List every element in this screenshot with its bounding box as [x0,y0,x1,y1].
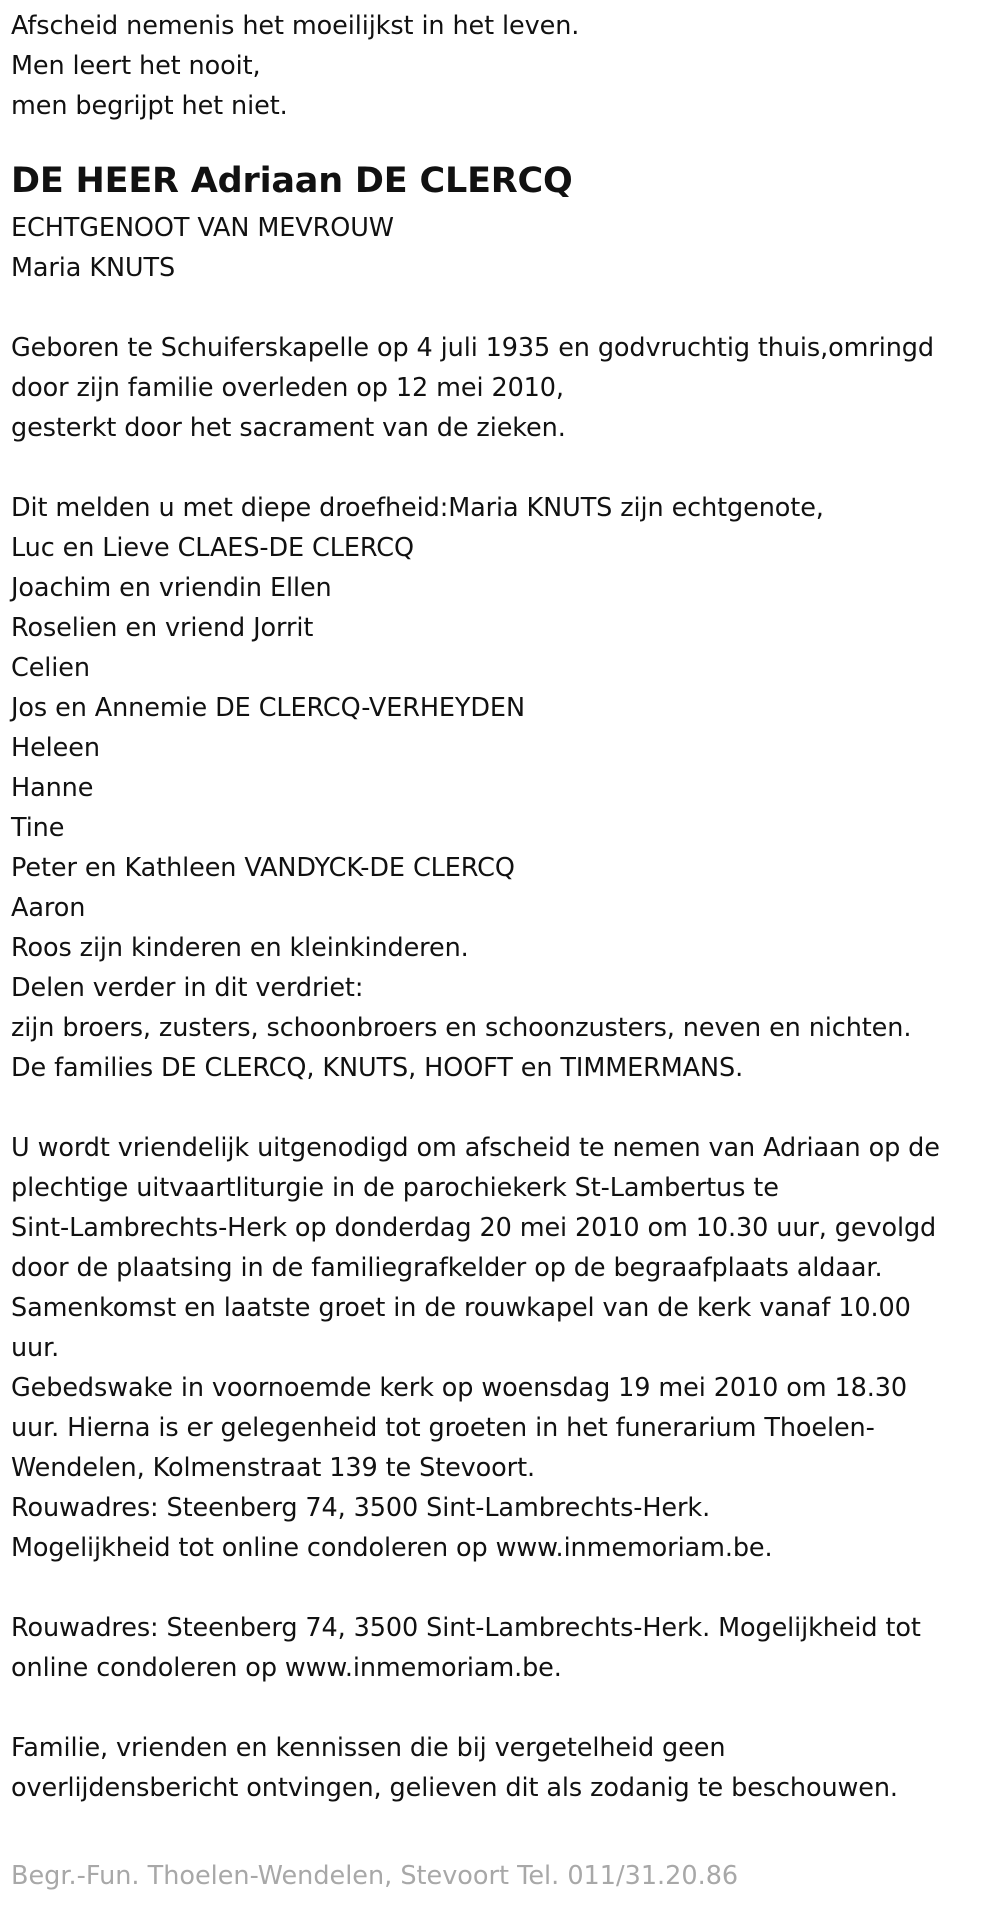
family-line: De families DE CLERCQ, KNUTS, HOOFT en TIMMERMANS. [11,1053,744,1083]
funeral-line: uur. Hierna is er gelegenheid tot groeten in het funerarium Thoelen- [11,1413,875,1443]
paragraph-gap [11,288,1000,328]
funeral-line: Samenkomst en laatste groet in de rouwkapel van de kerk vanaf 10.00 [11,1293,911,1323]
funeral-line: plechtige uitvaartliturgie in de parochiekerk St-Lambertus te [11,1173,779,1203]
family-line: Delen verder in dit verdriet: [11,973,364,1003]
family-line: Roos zijn kinderen en kleinkinderen. [11,933,469,963]
birth-death-line: Geboren te Schuiferskapelle op 4 juli 1935 en godvruchtig thuis,omringd [11,333,934,363]
family-line: Roselien en vriend Jorrit [11,613,314,643]
birth-death-line: door zijn familie overleden op 12 mei 2010, [11,373,564,403]
funeral-line: uur. [11,1333,60,1363]
funeral-home-footer: Begr.-Fun. Thoelen-Wendelen, Stevoort Tel. 011/31.20.86 [11,1861,739,1891]
address-line: online condoleren op www.inmemoriam.be. [11,1653,562,1683]
family-section [11,488,1000,1088]
family-line: zijn broers, zusters, schoonbroers en schoonzusters, neven en nichten. [11,1013,912,1043]
spouse-section [11,208,1000,288]
funeral-line: door de plaatsing in de familiegrafkelder op de begraafplaats aldaar. [11,1253,883,1283]
family-line: Hanne [11,773,94,803]
family-line: Luc en Lieve CLAES-DE CLERCQ [11,533,414,563]
paragraph-gap [11,1568,1000,1608]
notice-section [11,1728,1000,1808]
address-section [11,1608,1000,1688]
notice-line: Familie, vrienden en kennissen die bij vergetelheid geen [11,1733,726,1763]
address-line: Rouwadres: Steenberg 74, 3500 Sint-Lambrechts-Herk. Mogelijkheid tot [11,1613,921,1643]
family-line: Peter en Kathleen VANDYCK-DE CLERCQ [11,853,515,883]
family-line: Celien [11,653,90,683]
birth-death-line: gesterkt door het sacrament van de zieken. [11,413,566,443]
funeral-line: Sint-Lambrechts-Herk op donderdag 20 mei 2010 om 10.30 uur, gevolgd [11,1213,937,1243]
funeral-line: Gebedswake in voornoemde kerk op woensdag 19 mei 2010 om 18.30 [11,1373,907,1403]
funeral-line: Mogelijkheid tot online condoleren op www.inmemoriam.be. [11,1533,773,1563]
poem-line: Men leert het nooit, [11,51,261,81]
poem-section [11,6,1000,126]
family-line: Dit melden u met diepe droefheid:Maria KNUTS zijn echtgenote, [11,493,824,523]
birth-death-section [11,328,1000,448]
funeral-line: Wendelen, Kolmenstraat 139 te Stevoort. [11,1453,535,1483]
family-line: Aaron [11,893,86,923]
funeral-line: U wordt vriendelijk uitgenodigd om afscheid te nemen van Adriaan op de [11,1133,940,1163]
poem-line: men begrijpt het niet. [11,91,288,121]
notice-line: overlijdensbericht ontvingen, gelieven dit als zodanig te beschouwen. [11,1773,898,1803]
paragraph-gap [11,1088,1000,1128]
family-line: Tine [11,813,65,843]
spouse-line: ECHTGENOOT VAN MEVROUW [11,213,394,243]
poem-line: Afscheid nemenis het moeilijkst in het leven. [11,11,580,41]
funeral-section [11,1128,1000,1568]
family-line: Joachim en vriendin Ellen [11,573,332,603]
paragraph-gap [11,1688,1000,1728]
funeral-line: Rouwadres: Steenberg 74, 3500 Sint-Lambrechts-Herk. [11,1493,711,1523]
family-line: Heleen [11,733,100,763]
deceased-name: DE HEER Adriaan DE CLERCQ [11,161,573,201]
paragraph-gap [11,448,1000,488]
spouse-line: Maria KNUTS [11,253,176,283]
family-line: Jos en Annemie DE CLERCQ-VERHEYDEN [11,693,525,723]
